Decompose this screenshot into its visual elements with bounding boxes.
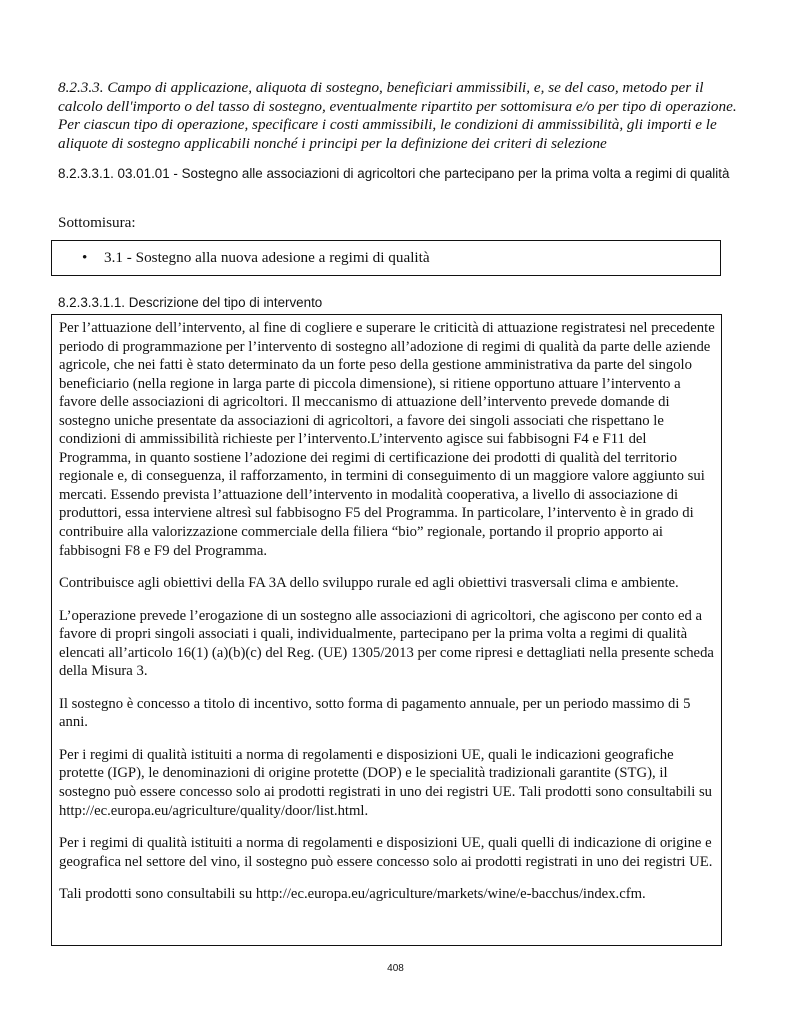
description-heading: 8.2.3.3.1.1. Descrizione del tipo di intervento: [58, 295, 323, 310]
sottomisura-label: Sottomisura:: [58, 214, 136, 231]
description-paragraph: Per i regimi di qualità istituiti a norma di regolamenti e disposizioni UE, quali le indicazioni geografiche protette (IGP), le denominazioni di origine protette (DOP) e le specialità tradizionali garantite (STG), il sostegno può essere concesso solo ai prodotti registrati in uno dei registri UE. Tali prodotti sono consultabili su http://ec.europa.eu/agriculture/quality/door/list.html.: [59, 746, 713, 819]
description-paragraph: Tali prodotti sono consultabili su http://ec.europa.eu/agriculture/markets/wine/e-bacchus/index.cfm.: [59, 886, 646, 903]
subsection-title: 8.2.3.3.1. 03.01.01 - Sostegno alle associazioni di agricoltori che partecipano per la prima volta a regimi di qualità: [58, 166, 730, 181]
description-paragraph: Il sostegno è concesso a titolo di incentivo, sotto forma di pagamento annuale, per un periodo massimo di 5 anni.: [59, 695, 691, 731]
bullet-icon: •: [82, 249, 88, 266]
description-box: [51, 314, 722, 946]
description-paragraph: Per i regimi di qualità istituiti a norma di regolamenti e disposizioni UE, quali quelli di indicazione di origine e geografica nel settore del vino, il sostegno può essere concesso solo ai prodotti registrati in uno dei registri UE.: [59, 835, 713, 870]
description-paragraph: Contribuisce agli obiettivi della FA 3A dello sviluppo rurale ed agli obiettivi trasversali clima e ambiente.: [59, 575, 679, 592]
description-paragraph: L’operazione prevede l’erogazione di un sostegno alle associazioni di agricoltori, che agiscono per conto ed a favore di propri singoli associati i quali, individualmente, partecipano per la prima volta a regimi di qualità elencati all’articolo 16(1) (a)(b)(c) del Reg. (UE) 1305/2013 per come ripresi e dettagliati nella presente scheda della Misura 3.: [59, 607, 714, 680]
list-item: [82, 249, 430, 267]
sottomisura-box: [51, 240, 721, 276]
section-title: 8.2.3.3. Campo di applicazione, aliquota di sostegno, beneficiari ammissibili, e, se del caso, metodo per il calcolo dell'importo o del tasso di sostegno, eventualmente ripartito per sottomisura e/o per tipo di operazione. Per ciascun tipo di operazione, specificare i costi ammissibili, le condizioni di ammissibilità, gli importi e le aliquote di sostegno applicabili nonché i principi per la definizione dei criteri di selezione: [58, 79, 737, 152]
sottomisura-item-label: 3.1 - Sostegno alla nuova adesione a regimi di qualità: [104, 249, 430, 266]
page-number: 408: [387, 963, 404, 974]
description-paragraph: Per l’attuazione dell’intervento, al fine di cogliere e superare le criticità di attuazione registratesi nel precedente periodo di programmazione per l’intervento di sostegno all’adozione di regimi di qualità da parte delle aziende agricole, che nei fatti è stato determinato da un forte peso della gestione amministrativa da parte del singolo beneficiario (nella regione in larga parte di piccola dimensione), si ritiene opportuno attuare l’intervento a favore delle associazioni di agricoltori. Il meccanismo di attuazione dell’intervento prevede domande di sostegno uniche presentate da associazioni di agricoltori, a favore dei singoli associati che rispettano le condizioni di ammissibilità richieste per l’intervento.L’intervento agisce sui fabbisogni F4 e F11 del Programma, in quanto sostiene l’adozione dei regimi di certificazione dei prodotti di qualità del territorio regionale e, di conseguenza, il rafforzamento, in termini di conseguimento di un maggiore valore aggiunto sui mercati. Essendo prevista l’attuazione dell’intervento in modalità cooperativa, a livello di associazione di produttori, essa interviene altresì sul fabbisogno F5 del Programma. In particolare, l’intervento è in grado di contribuire alla valorizzazione commerciale della filiera “bio” regionale, portando il proprio apporto ai fabbisogni F8 e F9 del Programma.: [59, 320, 715, 559]
